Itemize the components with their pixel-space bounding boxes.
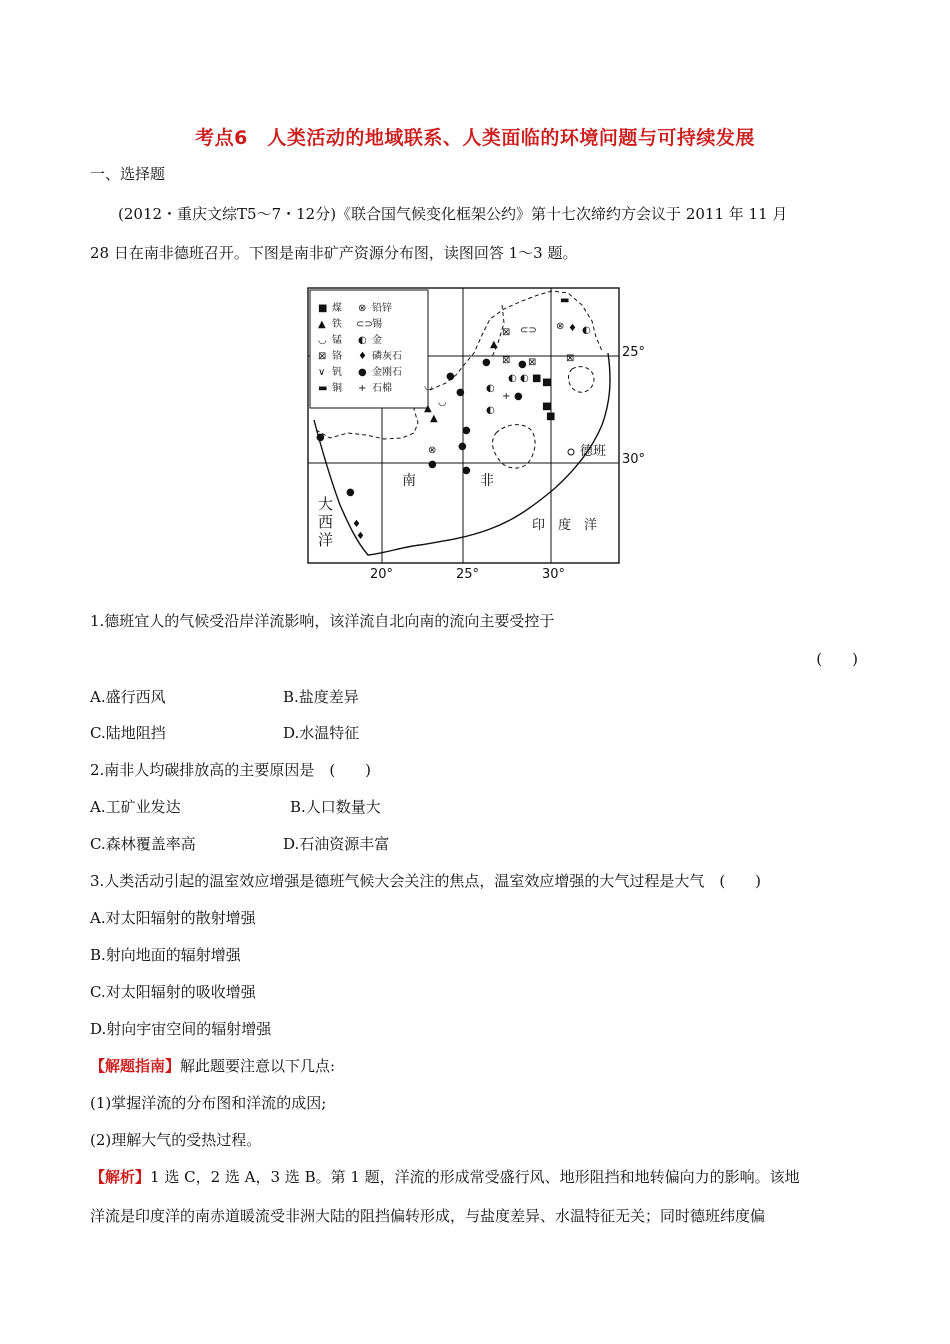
lat-25-label: 25°: [622, 345, 646, 360]
intro-line-2: 28 日在南非德班召开。下图是南非矿产资源分布图，读图回答 1～3 题。: [90, 244, 578, 262]
diamond-symbol: ●: [358, 367, 367, 378]
legend-item-apatite: [358, 349, 402, 362]
q1-option-d: D.水温特征: [283, 724, 360, 742]
svg-text:铜: 铜: [332, 383, 342, 394]
svg-text:■: ■: [532, 373, 542, 384]
svg-text:▲: ▲: [430, 413, 438, 424]
svg-text:金刚石: 金刚石: [372, 367, 402, 378]
guide-line: [90, 1055, 335, 1076]
q1-option-b: B.盐度差异: [283, 688, 359, 706]
q2-option-d: D.石油资源丰富: [283, 835, 390, 853]
lat-30-label: 30°: [622, 452, 646, 467]
svg-text:◐: ◐: [520, 373, 529, 384]
asbestos-symbol: +: [358, 383, 367, 394]
q2-option-c: C.森林覆盖率高: [90, 835, 196, 853]
lon-25-label: 25°: [456, 567, 480, 582]
country-label-1: 南: [402, 473, 416, 489]
svg-text:煤: 煤: [332, 303, 342, 314]
svg-text:铅锌: 铅锌: [372, 303, 392, 314]
svg-text:⊗: ⊗: [428, 445, 437, 456]
lead-zinc-symbol: ⊗: [358, 303, 367, 314]
svg-text:锰: 锰: [332, 335, 342, 346]
svg-text:⊂⊃: ⊂⊃: [520, 325, 537, 336]
coal-symbol: ■: [318, 303, 328, 314]
svg-text:⊠: ⊠: [566, 353, 575, 364]
section-heading: 一、选择题: [90, 165, 166, 183]
svg-text:◐: ◐: [582, 325, 591, 336]
legend-item-tin: [356, 317, 382, 330]
svg-text:■: ■: [546, 411, 556, 422]
svg-text:●: ●: [446, 371, 455, 382]
svg-text:●: ●: [346, 487, 355, 498]
svg-text:⊗: ⊗: [556, 321, 565, 332]
lon-30-label: 30°: [542, 567, 566, 582]
svg-text:▲: ▲: [424, 403, 432, 414]
q3-option-b: B.射向地面的辐射增强: [90, 946, 241, 964]
durban-marker: [568, 449, 574, 455]
q1-answer-paren: ( ): [816, 650, 858, 668]
country-label-2: 非: [480, 473, 494, 489]
svg-text:♦: ♦: [352, 519, 361, 530]
q1-option-c: C.陆地阻挡: [90, 724, 166, 742]
legend-item-asbestos: [358, 381, 392, 394]
svg-text:锡: 锡: [372, 319, 382, 330]
svg-text:■: ■: [542, 377, 552, 388]
svg-text:金: 金: [372, 335, 382, 346]
svg-text:◐: ◐: [508, 373, 517, 384]
svg-text:●: ●: [462, 425, 471, 436]
svg-text:♦: ♦: [356, 531, 365, 542]
chromium-symbol: ⊠: [318, 351, 327, 362]
tin-symbol: ⊂⊃: [356, 319, 373, 330]
svg-text:■: ■: [542, 401, 552, 412]
svg-text:▬: ▬: [560, 295, 570, 306]
legend-item-lead-zinc: [358, 301, 392, 314]
city-label-durban: 德班: [580, 444, 607, 459]
copper-symbol: ▬: [318, 383, 328, 394]
vanadium-symbol: ∨: [318, 367, 326, 378]
svg-text:●: ●: [428, 459, 437, 470]
svg-text:●: ●: [316, 432, 325, 443]
svg-text:◐: ◐: [486, 405, 495, 416]
analysis-line-1: [90, 1166, 800, 1187]
intro-line-1: (2012・重庆文综T5～7・12分)《联合国气候变化框架公约》第十七次缔约方会议于 2011 年 11 月: [118, 205, 788, 223]
manganese-symbol: ◡: [318, 335, 327, 346]
q2-option-a: A.工矿业发达: [90, 798, 181, 816]
page-title: 考点6 人类活动的地域联系、人类面临的环境问题与可持续发展: [195, 127, 755, 149]
guide-tag: 【解题指南】: [90, 1057, 181, 1075]
svg-text:铁: 铁: [332, 319, 342, 330]
q3-option-a: A.对太阳辐射的散射增强: [90, 909, 256, 927]
south-africa-mineral-map: [306, 283, 651, 583]
svg-text:石棉: 石棉: [372, 383, 392, 394]
svg-text:●: ●: [462, 465, 471, 476]
apatite-symbol: ♦: [358, 351, 367, 362]
svg-text:铬: 铬: [332, 351, 342, 362]
svg-text:+: +: [502, 391, 511, 402]
svg-text:●: ●: [458, 441, 467, 452]
legend-item-diamond: [358, 365, 402, 378]
q3-option-c: C.对太阳辐射的吸收增强: [90, 983, 256, 1001]
lon-20-label: 20°: [370, 567, 394, 582]
svg-text:磷灰石: 磷灰石: [372, 351, 402, 362]
q1-option-a: A.盛行西风: [90, 688, 166, 706]
analysis-text-1: 1 选 C，2 选 A，3 选 B。第 1 题，洋流的形成常受盛行风、地形阻挡和地转偏向力的影响。该地: [150, 1168, 800, 1186]
analysis-tag: 【解析】: [90, 1168, 151, 1186]
svg-text:●: ●: [482, 357, 491, 368]
svg-text:⊠: ⊠: [502, 327, 511, 338]
gold-symbol: ◐: [358, 335, 367, 346]
svg-text:钒: 钒: [332, 367, 342, 378]
svg-text:◡: ◡: [438, 397, 447, 408]
svg-text:●: ●: [456, 387, 465, 398]
ocean-label-atlantic-1: 大: [318, 495, 334, 513]
q1-stem: 1.德班宜人的气候受沿岸洋流影响，该洋流自北向南的流向主要受控于: [90, 612, 555, 630]
svg-text:◡: ◡: [424, 381, 433, 392]
svg-text:●: ●: [514, 391, 523, 402]
q2-stem: 2.南非人均碳排放高的主要原因是 ( ): [90, 761, 372, 779]
q3-stem: 3.人类活动引起的温室效应增强是德班气候大会关注的焦点，温室效应增强的大气过程是大气 ( ): [90, 872, 762, 890]
svg-text:⊠: ⊠: [502, 355, 511, 366]
svg-text:●: ●: [518, 359, 527, 370]
iron-symbol: ▲: [318, 319, 326, 330]
q2-option-b: B.人口数量大: [290, 798, 381, 816]
guide-point-1: (1)掌握洋流的分布图和洋流的成因;: [90, 1094, 327, 1112]
ocean-label-atlantic-3: 洋: [318, 531, 334, 549]
svg-text:⊠: ⊠: [528, 357, 537, 368]
guide-point-2: (2)理解大气的受热过程。: [90, 1131, 262, 1149]
svg-text:◐: ◐: [486, 383, 495, 394]
ocean-label-indian: 印 度 洋: [532, 518, 598, 533]
svg-text:♦: ♦: [568, 323, 577, 334]
analysis-line-2: 洋流是印度洋的南赤道暖流受非洲大陆的阻挡偏转形成，与盐度差异、水温特征无关；同时德班纬度偏: [90, 1207, 766, 1225]
ocean-label-atlantic-2: 西: [318, 513, 334, 531]
guide-text: 解此题要注意以下几点:: [180, 1057, 336, 1075]
svg-text:▲: ▲: [490, 339, 498, 350]
q3-option-d: D.射向宇宙空间的辐射增强: [90, 1020, 272, 1038]
